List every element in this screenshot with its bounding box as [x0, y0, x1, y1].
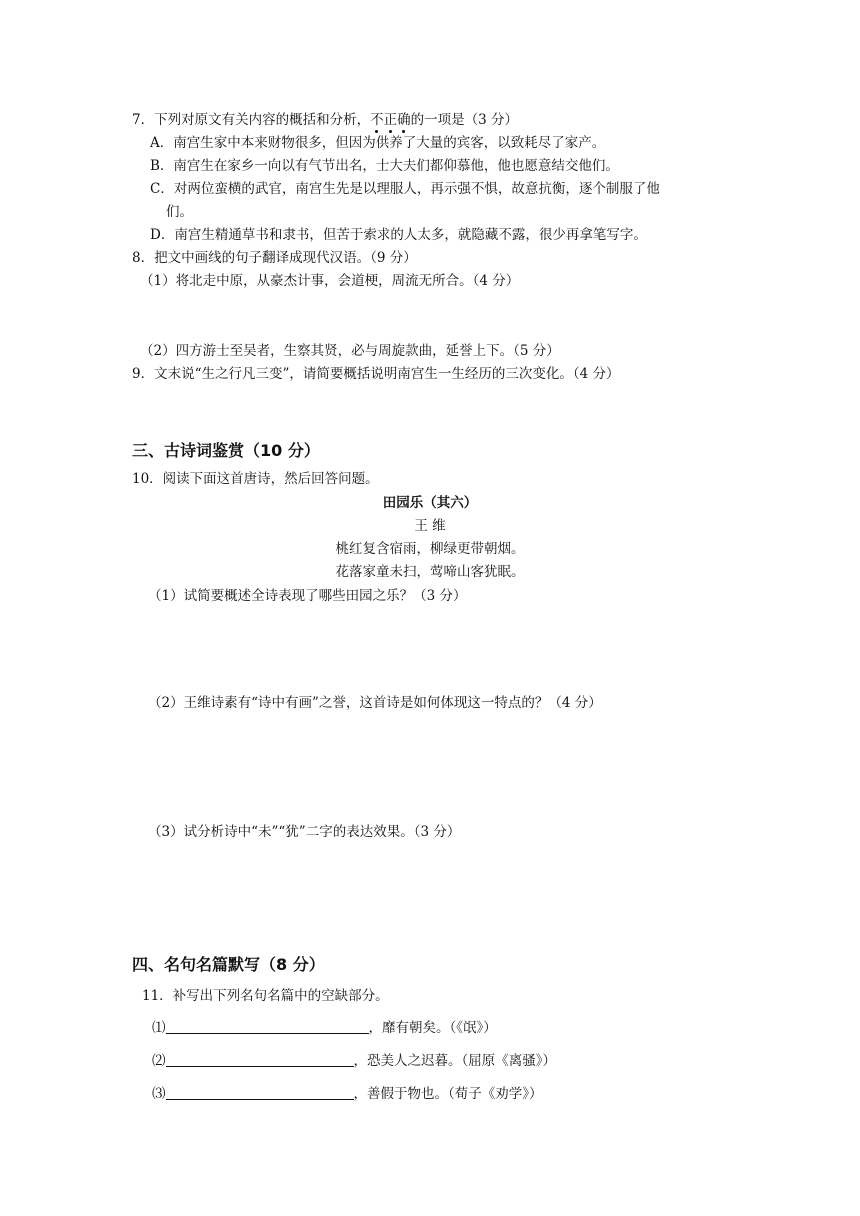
emphasis-dot-char: 确 [397, 112, 411, 128]
q7-option-c-cont: 们。 [166, 204, 193, 220]
answer-blank-line[interactable] [166, 1085, 354, 1100]
poem-author: 王 维 [414, 518, 446, 534]
q10-sub-3: （3）试分析诗中“未”“犹”二字的表达效果。（3 分） [148, 824, 461, 840]
poem-title: 田园乐（其六） [382, 495, 478, 511]
poem-line-1: 桃红复含宿雨，柳绿更带朝烟。 [335, 541, 525, 557]
section-4-heading: 四、名句名篇默写（8 分） [132, 955, 325, 974]
q7-option-d: D．南宫生精通草书和隶书，但苦于索求的人太多，就隐藏不露，很少再拿笔写字。 [150, 227, 647, 243]
q7-stem: 7．下列对原文有关内容的概括和分析，不正确的一项是（3 分） [132, 112, 518, 128]
q9-stem: 9．文末说“生之行凡三变”，请简要概括说明南宫生一生经历的三次变化。（4 分） [132, 366, 620, 382]
q7-option-a: A．南宫生家中本来财物很多，但因为供养了大量的宾客，以致耗尽了家产。 [150, 135, 606, 151]
fill-blank-item: ⑵ ，恐美人之迟暮。（屈原《离骚》） [152, 1053, 556, 1069]
q11-stem: 11．补写出下列名句名篇中的空缺部分。 [142, 988, 389, 1004]
q7-option-c: C．对两位蛮横的武官，南宫生先是以理服人，再示强不惧，故意抗衡，逐个制服了他 [150, 181, 660, 197]
q8-stem: 8．把文中画线的句子翻译成现代汉语。（9 分） [132, 250, 417, 266]
poem-line-2: 花落家童未扫，莺啼山客犹眠。 [335, 564, 525, 580]
fill-blank-item: ⑶ ，善假于物也。（荀子《劝学》） [152, 1086, 543, 1102]
q8-sub-1: （1）将北走中原，从豪杰计事，会道梗，周流无所合。（4 分） [140, 273, 520, 289]
emphasis-dot-char: 正 [383, 112, 398, 128]
fill-blank-item: ⑴ ，靡有朝矣。（《氓》） [152, 1020, 497, 1036]
q10-sub-2: （2）王维诗素有“诗中有画”之誉，这首诗是如何体现这一特点的？（4 分） [148, 695, 602, 711]
q10-stem: 10．阅读下面这首唐诗，然后回答问题。 [132, 471, 379, 487]
answer-blank-line[interactable] [166, 1019, 369, 1034]
q10-sub-1: （1）试简要概述全诗表现了哪些田园之乐？（3 分） [148, 588, 467, 604]
emphasis-dot-char: 不 [370, 112, 384, 128]
section-3-heading: 三、古诗词鉴赏（10 分） [132, 441, 320, 460]
answer-blank-line[interactable] [166, 1052, 354, 1067]
q8-sub-2: （2）四方游士至吴者，生察其贤，必与周旋款曲，延誉上下。（5 分） [140, 343, 560, 359]
q7-option-b: B．南宫生在家乡一向以有气节出名，士大夫们都仰慕他，他也愿意结交他们。 [150, 158, 619, 174]
